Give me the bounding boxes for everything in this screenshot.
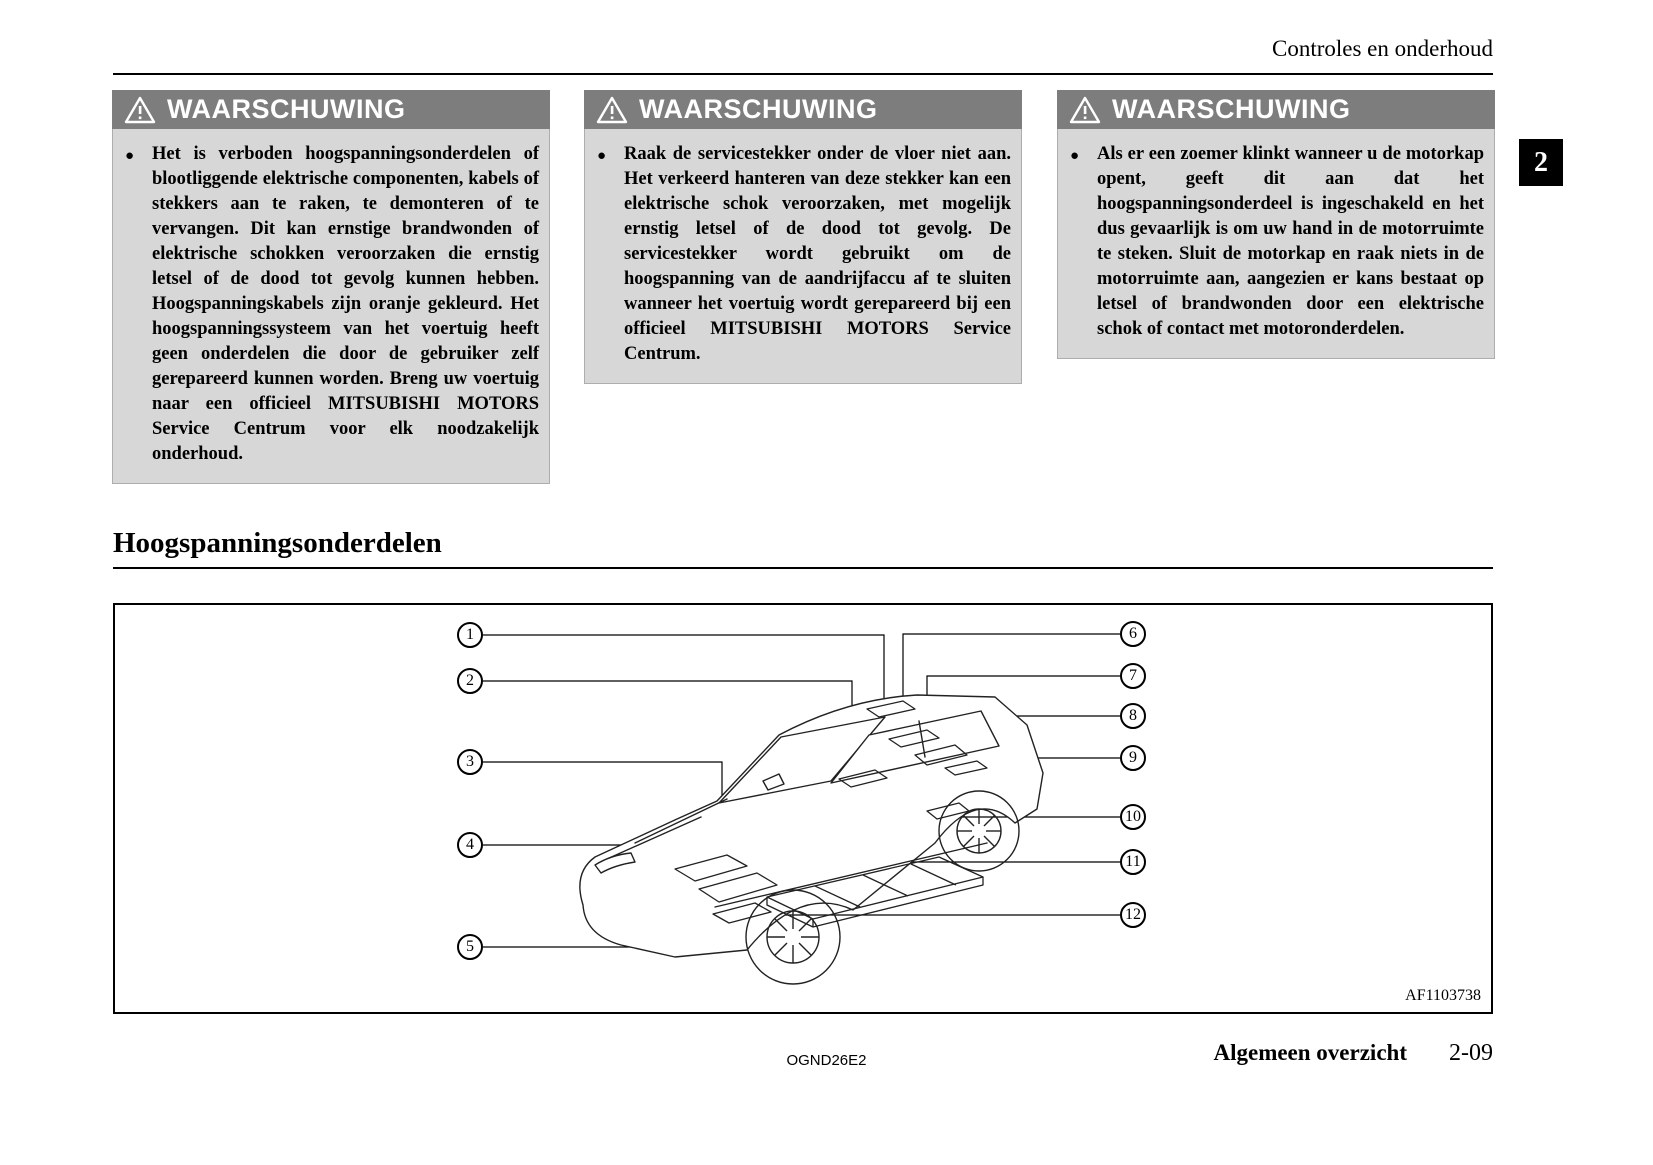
warning-header	[1057, 90, 1495, 129]
warning-header	[112, 90, 550, 129]
chapter-tab: 2	[1519, 139, 1563, 186]
warning-item	[125, 142, 539, 467]
warning-body	[584, 129, 1022, 384]
warning-item	[597, 142, 1011, 367]
footer-document-code: OGND26E2	[786, 1052, 867, 1069]
footer-section-title: Algemeen overzicht	[1213, 1040, 1407, 1065]
callout-10: 10	[1120, 804, 1146, 830]
warning-title: WAARSCHUWING	[167, 94, 406, 124]
warning-header	[584, 90, 1022, 129]
warning-body	[112, 129, 550, 484]
footer-page-number: 2-09	[1449, 1040, 1493, 1066]
callout-11: 11	[1120, 849, 1146, 875]
warning-text: Het is verboden hoogspanningsonderdelen of blootliggende elektrische componenten, kabels of stekkers aan te raken, te demonteren of te vervangen. Dit kan ernstige brandwonden of elektrische schokken veroorzaken die ernstig letsel of de dood tot gevolg kunnen hebben. Hoogspanningskabels zijn oranje gekleurd. Het hoogspanningssysteem van het voertuig heeft geen onderdelen die door de gebruiker zelf gerepareerd kunnen worden. Breng uw voertuig naar een officieel MITSUBISHI MOTORS Service Centrum voor elk noodzakelijk onderhoud.	[152, 144, 539, 464]
bullet-icon: ●	[125, 148, 135, 164]
footer-right	[1213, 1040, 1493, 1067]
section-rule	[113, 567, 1493, 569]
figure-code: AF1103738	[1405, 987, 1481, 1004]
callout-7: 7	[1120, 663, 1146, 689]
warning-triangle-icon	[124, 96, 156, 124]
section-title: Hoogspanningsonderdelen	[113, 527, 442, 559]
warning-text: Raak de servicestekker onder de vloer niet aan. Het verkeerd hanteren van deze stekker kan een elektrische schok veroorzaken, met mogelijk ernstig letsel of de dood tot gevolg. De servicestekker wordt gebruikt om de hoogspanning van de aandrijfaccu af te sluiten wanneer het voertuig wordt gerepareerd bij een officieel MITSUBISHI MOTORS Service Centrum.	[624, 144, 1011, 364]
warning-triangle-icon	[596, 96, 628, 124]
warning-box-2	[584, 90, 1022, 384]
callout-9: 9	[1120, 745, 1146, 771]
header-rule	[113, 73, 1493, 75]
callout-6: 6	[1120, 621, 1146, 647]
callout-3: 3	[457, 749, 483, 775]
warning-item	[1070, 142, 1484, 342]
page-header-title: Controles en onderhoud	[1271, 36, 1493, 61]
warning-box-1	[112, 90, 550, 484]
car-line-drawing	[115, 605, 1491, 1012]
callout-12: 12	[1120, 902, 1146, 928]
callout-2: 2	[457, 668, 483, 694]
warning-body	[1057, 129, 1495, 359]
bullet-icon: ●	[597, 148, 607, 164]
callout-5: 5	[457, 934, 483, 960]
warning-text: Als er een zoemer klinkt wanneer u de motorkap opent, geeft dit aan dat het hoogspanningsonderdeel is ingeschakeld en het dus gevaarlijk is om uw hand in de motorruimte te steken. Sluit de motorkap en raak niets in de motorruimte aan, aangezien er kans bestaat op letsel of brandwonden door een elektrische schok of contact met motoronderdelen.	[1097, 144, 1484, 339]
warning-box-3	[1057, 90, 1495, 359]
bullet-icon: ●	[1070, 148, 1080, 164]
warning-triangle-icon	[1069, 96, 1101, 124]
warning-title: WAARSCHUWING	[1112, 94, 1351, 124]
warning-title: WAARSCHUWING	[639, 94, 878, 124]
callout-8: 8	[1120, 703, 1146, 729]
callout-4: 4	[457, 832, 483, 858]
high-voltage-components-diagram	[113, 603, 1493, 1014]
callout-1: 1	[457, 622, 483, 648]
